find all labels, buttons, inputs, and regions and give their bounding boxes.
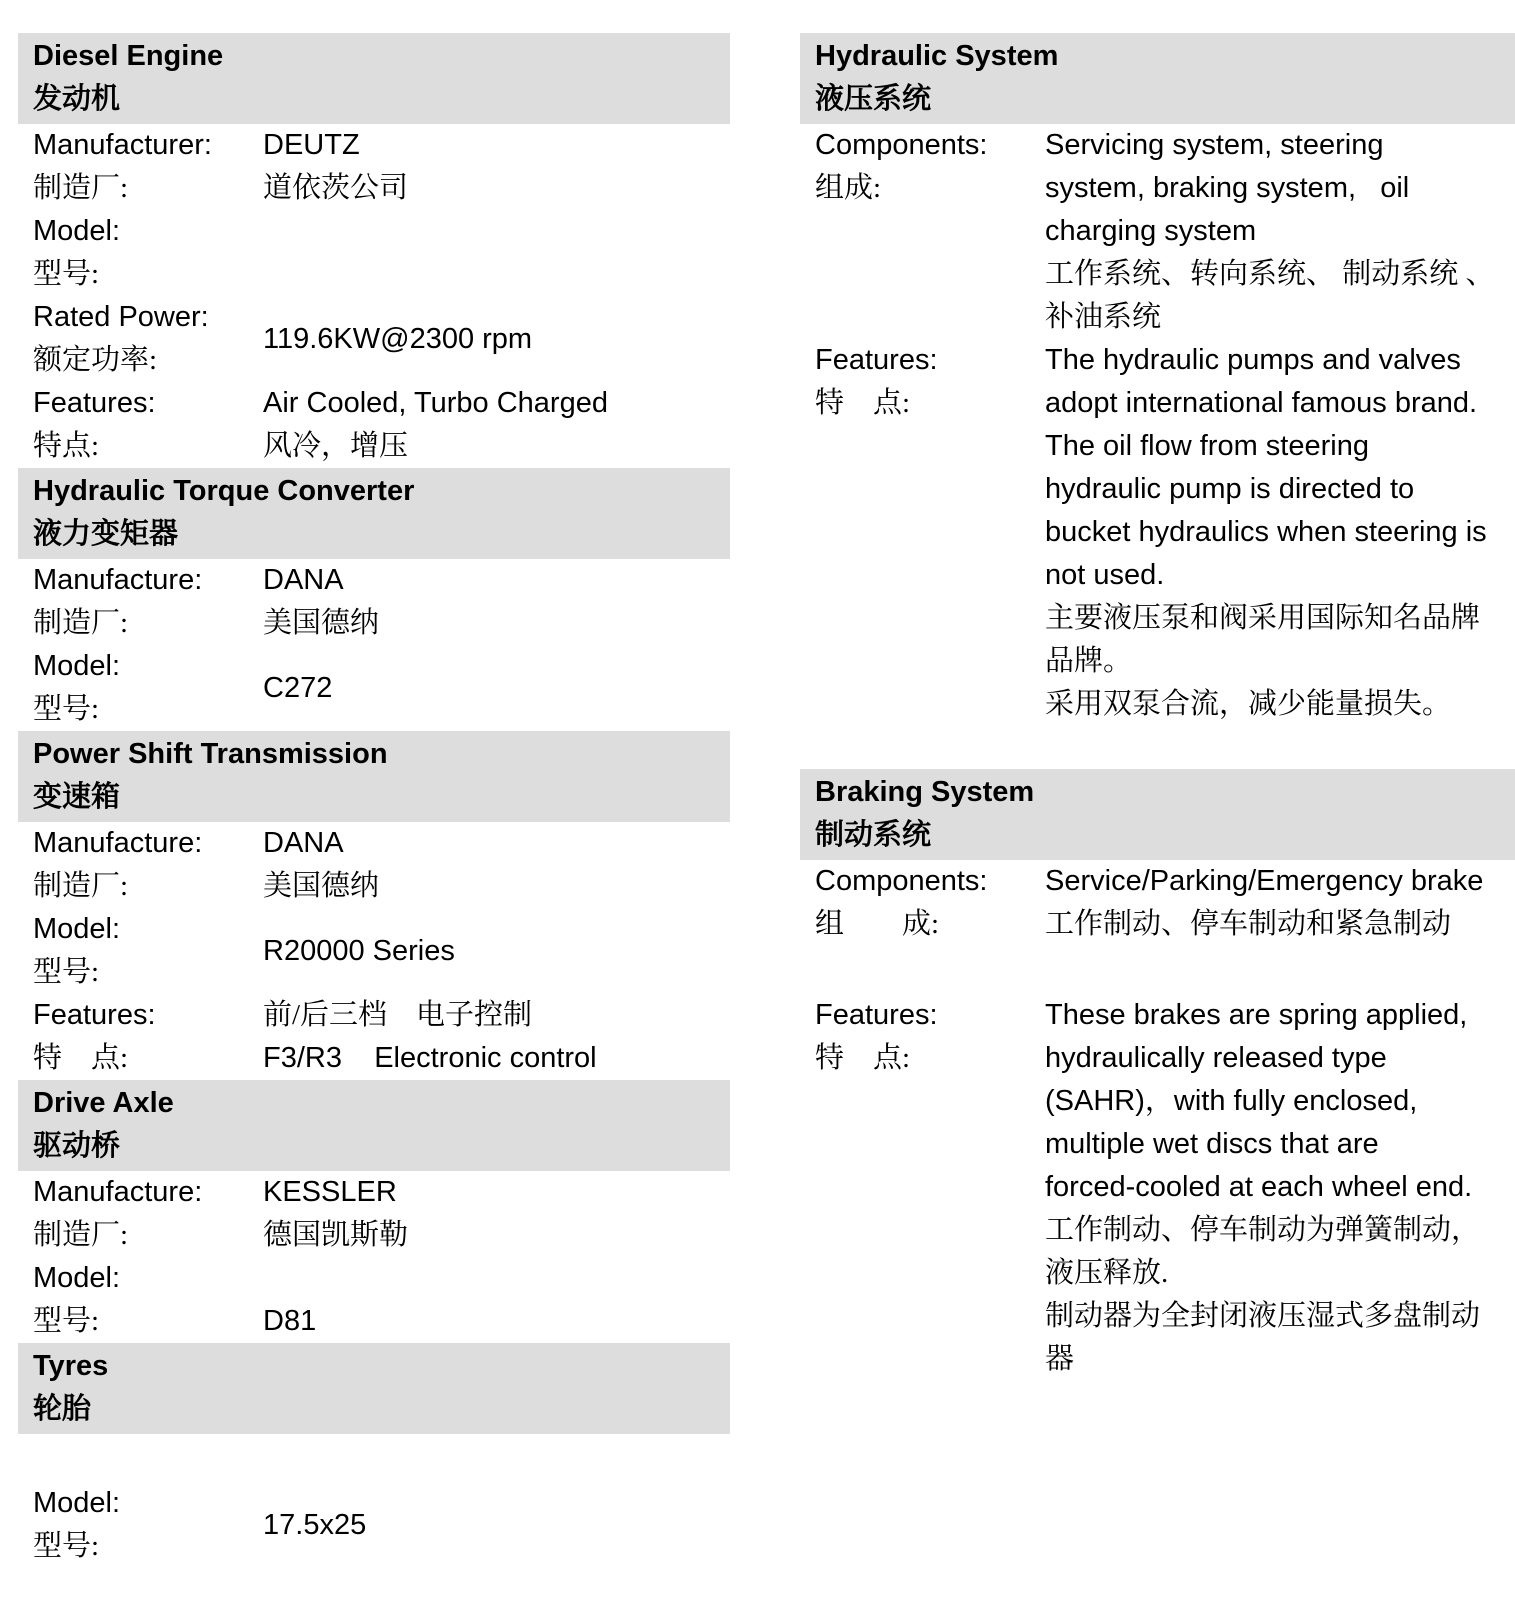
spec-label-line: Model: — [33, 1262, 121, 1294]
spec-value — [263, 994, 730, 1080]
section-title-zh: 轮胎 — [33, 1393, 92, 1425]
spec-row — [18, 559, 730, 645]
spec-row — [18, 210, 730, 296]
section-title-en: Tyres — [33, 1350, 109, 1382]
section-title-en: Hydraulic Torque Converter — [33, 475, 415, 507]
section-title-en: Power Shift Transmission — [33, 738, 388, 770]
spec-value — [263, 1257, 730, 1343]
spec-value-line: DANA — [263, 564, 344, 596]
spec-label — [33, 296, 263, 382]
spec-value — [263, 559, 730, 645]
spec-label-line: 型号: — [33, 1530, 100, 1562]
section-drive-axle — [18, 1080, 730, 1343]
spec-row — [18, 822, 730, 908]
spec-value-line: 前/后三档 电子控制 — [263, 999, 533, 1031]
spec-label-line: 型号: — [33, 956, 100, 988]
section-hydraulic-system — [800, 33, 1515, 726]
spec-row — [800, 124, 1515, 339]
spec-label-line: 组 成: — [815, 908, 940, 940]
spec-value-line: These brakes are spring applied, — [1045, 999, 1468, 1031]
spec-value-line: hydraulically released type — [1045, 1042, 1387, 1074]
spec-value-line: 美国德纳 — [263, 607, 380, 639]
spec-row — [18, 1171, 730, 1257]
spec-label — [33, 1482, 263, 1568]
spec-value-line: 风冷，增压 — [263, 430, 409, 462]
spec-row — [800, 994, 1515, 1381]
section-header-braking-system — [800, 769, 1515, 860]
spec-label — [33, 210, 263, 296]
spec-value-line: 品牌。 — [1045, 645, 1133, 677]
spec-value-line: Servicing system, steering — [1045, 129, 1384, 161]
spec-label — [815, 994, 1045, 1381]
spec-row — [18, 994, 730, 1080]
spec-value-line: D81 — [263, 1305, 317, 1337]
spec-row — [800, 339, 1515, 726]
section-diesel-engine — [18, 33, 730, 468]
spec-value-line: 补油系统 — [1045, 301, 1162, 333]
section-braking-system — [800, 769, 1515, 1381]
column-left — [18, 33, 730, 1568]
section-title-zh: 变速箱 — [33, 781, 121, 813]
spec-value-line: DANA — [263, 827, 344, 859]
spec-value — [263, 1171, 730, 1257]
spec-label-line: Model: — [33, 650, 121, 682]
spec-value — [263, 210, 730, 296]
spec-value-line: DEUTZ — [263, 129, 360, 161]
section-title-zh: 液力变矩器 — [33, 518, 179, 550]
spec-value — [263, 1482, 730, 1568]
spec-value-line: 119.6KW@2300 rpm — [263, 322, 533, 355]
section-header-power-shift-transmission — [18, 731, 730, 822]
spec-value-line: R20000 Series — [263, 934, 455, 967]
spec-value-line: (SAHR)，with fully enclosed, — [1045, 1085, 1418, 1117]
section-power-shift-transmission — [18, 731, 730, 1080]
spec-value-line: 制动器为全封闭液压湿式多盘制动 — [1045, 1300, 1481, 1332]
spec-value-line: adopt international famous brand. — [1045, 387, 1478, 419]
spec-label-line: 型号: — [33, 258, 100, 290]
spec-label-line: Features: — [815, 344, 938, 376]
spec-label — [815, 860, 1045, 946]
spec-label-line: Features: — [33, 387, 156, 419]
spec-value — [1045, 994, 1515, 1381]
spec-value-line: forced-cooled at each wheel end. — [1045, 1171, 1473, 1203]
spec-value — [1045, 339, 1515, 726]
spec-value — [263, 908, 730, 994]
spec-value-line: bucket hydraulics when steering is — [1045, 516, 1487, 548]
spec-label — [815, 339, 1045, 726]
spec-row — [18, 1482, 730, 1568]
spec-label — [33, 1257, 263, 1343]
spec-value-line: 工作系统、转向系统、 制动系统 、 — [1045, 258, 1495, 290]
spec-label-line: Rated Power: — [33, 301, 209, 333]
spec-value-line: 工作制动、停车制动为弹簧制动， — [1045, 1214, 1481, 1246]
spec-value-line: 器 — [1045, 1343, 1075, 1375]
section-header-diesel-engine — [18, 33, 730, 124]
spec-label-line: Components: — [815, 129, 988, 161]
spec-row — [18, 382, 730, 468]
section-title-zh: 驱动桥 — [33, 1130, 121, 1162]
spec-value-line: 17.5x25 — [263, 1508, 367, 1541]
spec-label-line: 制造厂: — [33, 1219, 129, 1251]
spec-label-line: 特 点: — [33, 1042, 129, 1074]
section-header-hydraulic-system — [800, 33, 1515, 124]
spec-label — [33, 559, 263, 645]
spec-label-line: Manufacture: — [33, 827, 203, 859]
spec-row — [18, 1257, 730, 1343]
spec-label — [33, 645, 263, 731]
spec-value-line: The hydraulic pumps and valves — [1045, 344, 1461, 376]
section-title-zh: 制动系统 — [815, 819, 932, 851]
spec-label-line: Features: — [815, 999, 938, 1031]
section-header-tyres — [18, 1343, 730, 1434]
spec-label-line: Components: — [815, 865, 988, 897]
spec-value-line: charging system — [1045, 215, 1257, 247]
spec-value-line: multiple wet discs that are — [1045, 1128, 1379, 1160]
spec-label — [815, 124, 1045, 339]
spec-label-line: Model: — [33, 215, 121, 247]
spec-label — [33, 994, 263, 1080]
spec-label-line: Manufacture: — [33, 1176, 203, 1208]
spec-value — [263, 382, 730, 468]
spec-value-line: system, braking system, oil — [1045, 172, 1410, 204]
section-hydraulic-torque-converter — [18, 468, 730, 731]
spec-row — [18, 124, 730, 210]
column-right — [800, 33, 1515, 1381]
section-title-zh: 液压系统 — [815, 83, 932, 115]
spec-value-line: 采用双泵合流，减少能量损失。 — [1045, 688, 1452, 720]
spec-label-line: 特点: — [33, 430, 100, 462]
spec-label-line: Manufacture: — [33, 564, 203, 596]
spacer-row — [800, 946, 1515, 994]
spec-label-line: Model: — [33, 913, 121, 945]
spec-value — [263, 822, 730, 908]
spec-value-line: F3/R3 Electronic control — [263, 1042, 597, 1074]
spec-label-line: 制造厂: — [33, 870, 129, 902]
spec-label-line: Manufacturer: — [33, 129, 212, 161]
section-title-en: Braking System — [815, 776, 1035, 808]
spec-label-line: 制造厂: — [33, 172, 129, 204]
spec-value — [1045, 860, 1515, 946]
spec-row — [800, 860, 1515, 946]
spec-label-line: 制造厂: — [33, 607, 129, 639]
spec-label-line: 额定功率: — [33, 344, 158, 376]
spec-label-line: Features: — [33, 999, 156, 1031]
spec-label — [33, 382, 263, 468]
section-header-drive-axle — [18, 1080, 730, 1171]
spec-value-line: 德国凯斯勒 — [263, 1219, 409, 1251]
spec-value-line: C272 — [263, 671, 333, 704]
spec-row — [18, 645, 730, 731]
spec-label-line: Model: — [33, 1487, 121, 1519]
spec-value-line: 道依茨公司 — [263, 172, 409, 204]
spec-value-line: The oil flow from steering — [1045, 430, 1369, 462]
spec-value-line: hydraulic pump is directed to — [1045, 473, 1415, 505]
spec-value-line: 主要液压泵和阀采用国际知名品牌 — [1045, 602, 1481, 634]
spec-label-line: 组成: — [815, 172, 882, 204]
spec-label-line: 型号: — [33, 693, 100, 725]
spec-label-line: 特 点: — [815, 387, 911, 419]
spec-value-line: not used. — [1045, 559, 1165, 591]
section-tyres — [18, 1343, 730, 1568]
spec-value — [263, 645, 730, 731]
spec-label — [33, 908, 263, 994]
spec-label-line: 特 点: — [815, 1042, 911, 1074]
spec-row — [18, 908, 730, 994]
section-title-en: Drive Axle — [33, 1087, 174, 1119]
section-header-hydraulic-torque-converter — [18, 468, 730, 559]
spec-label-line: 型号: — [33, 1305, 100, 1337]
spec-label — [33, 822, 263, 908]
spec-value — [263, 296, 730, 382]
spec-value-line: 工作制动、停车制动和紧急制动 — [1045, 908, 1452, 940]
spec-value-line: 液压释放. — [1045, 1257, 1169, 1289]
spec-value — [1045, 124, 1515, 339]
spec-value-line: KESSLER — [263, 1176, 397, 1208]
spec-label — [33, 1171, 263, 1257]
spec-value — [263, 124, 730, 210]
spec-value-line: Service/Parking/Emergency brake — [1045, 865, 1484, 897]
spec-value-line: Air Cooled, Turbo Charged — [263, 387, 608, 419]
spacer-row — [18, 1434, 730, 1482]
section-title-en: Hydraulic System — [815, 40, 1059, 72]
spec-row — [18, 296, 730, 382]
spec-value-line: 美国德纳 — [263, 870, 380, 902]
spec-label — [33, 124, 263, 210]
section-title-en: Diesel Engine — [33, 40, 224, 72]
section-title-zh: 发动机 — [33, 83, 121, 115]
